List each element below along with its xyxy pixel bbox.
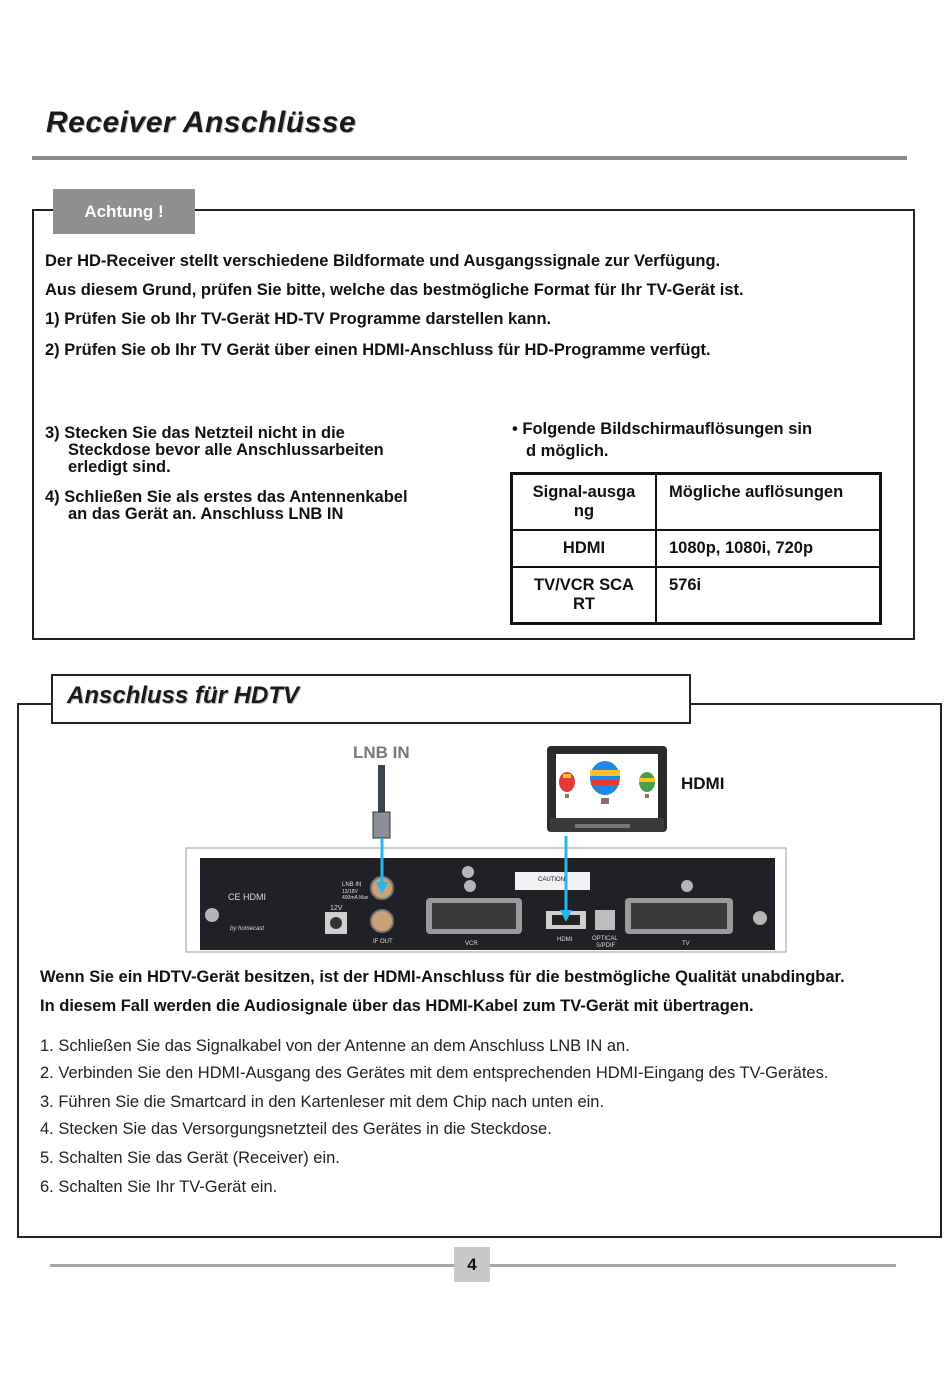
resolutions-intro	[512, 418, 812, 462]
resolutions-intro-line-2: d möglich.	[526, 442, 609, 460]
notice-line-3: 1) Prüfen Sie ob Ihr TV-Gerät HD-TV Programme darstellen kann.	[45, 310, 552, 328]
rear-label-tv: TV	[682, 941, 690, 947]
table-header-resolutions: Mögliche auflösungen	[656, 474, 881, 531]
table-cell-resolution: 576i	[656, 567, 881, 624]
step-4-line-1: 4) Schließen Sie als erstes das Antennenkabel	[45, 488, 408, 506]
table-cell-signal: HDMI	[512, 530, 657, 567]
hdtv-tab	[51, 674, 691, 724]
hdtv-step-4: 4. Stecken Sie das Versorgungsnetzteil des Gerätes in die Steckdose.	[40, 1120, 552, 1138]
rear-label-optical: OPTICAL	[592, 936, 618, 942]
notice-tab: Achtung !	[53, 189, 195, 234]
step-4	[45, 489, 408, 523]
footer-rule-right	[490, 1264, 896, 1267]
antenna-cable	[378, 765, 385, 817]
rear-label-caution: CAUTION	[538, 877, 565, 883]
tv-icon	[547, 746, 667, 832]
footer-rule-left	[50, 1264, 454, 1267]
hdtv-step-6: 6. Schalten Sie Ihr TV-Gerät ein.	[40, 1178, 278, 1196]
hdtv-step-3: 3. Führen Sie die Smartcard in den Kartenleser mit dem Chip nach unten ein.	[40, 1093, 605, 1111]
step-4-line-2: an das Gerät an. Anschluss LNB IN	[68, 505, 344, 523]
hdtv-step-5: 5. Schalten Sie das Gerät (Receiver) ein.	[40, 1149, 340, 1167]
resolutions-intro-line-1: • Folgende Bildschirmauflösungen sin	[512, 420, 813, 438]
rear-label-lnb-spec: 13/18V	[342, 889, 358, 895]
hdtv-step-2: 2. Verbinden Sie den HDMI-Ausgang des Gerätes mit dem entsprechenden HDMI-Eingang des TV-Gerätes.	[40, 1064, 829, 1082]
step-3-line-3: erledigt sind.	[68, 458, 171, 476]
page-title: Receiver Anschlüsse	[46, 106, 357, 139]
rear-label-if-out: IF OUT	[373, 939, 393, 945]
connection-diagram	[180, 740, 790, 955]
hdtv-step-1: 1. Schließen Sie das Signalkabel von der Antenne an dem Anschluss LNB IN an.	[40, 1037, 630, 1055]
rear-label-cert: CE HDMI	[228, 892, 266, 902]
notice-line-4: 2) Prüfen Sie ob Ihr TV Gerät über einen HDMI-Anschluss für HD-Programme verfügt.	[45, 341, 711, 359]
rear-label-vcr: VCR	[465, 941, 478, 947]
table-header-row	[512, 474, 881, 531]
hdtv-paragraph-1: Wenn Sie ein HDTV-Gerät besitzen, ist der HDMI-Anschluss für die bestmögliche Qualität unabdingbar.	[40, 968, 845, 986]
resolution-table	[510, 472, 882, 625]
rear-label-hdmi: HDMI	[557, 937, 573, 943]
rear-label-power: 12V	[330, 905, 343, 912]
rear-label-brand: by homecast	[230, 926, 265, 932]
title-divider	[32, 156, 907, 160]
receiver-rear-panel	[200, 858, 775, 950]
page-number: 4	[454, 1247, 490, 1282]
rear-label-spdif: S/PDIF	[596, 943, 616, 949]
step-3-line-1: 3) Stecken Sie das Netzteil nicht in die	[45, 424, 345, 442]
rear-label-lnb: LNB IN	[342, 882, 362, 888]
hdtv-tab-label: Anschluss für HDTV	[67, 682, 300, 709]
hdtv-paragraph-2: In diesem Fall werden die Audiosignale über das HDMI-Kabel zum TV-Gerät mit übertragen.	[40, 997, 754, 1015]
rear-label-lnb-spec2: 400mA Max	[342, 895, 369, 901]
hdmi-label: HDMI	[681, 774, 725, 793]
table-cell-signal: TV/VCR SCA RT	[512, 567, 657, 624]
notice-line-2: Aus diesem Grund, prüfen Sie bitte, welche das bestmögliche Format für Ihr TV-Gerät ist.	[45, 281, 744, 299]
f-connector	[373, 812, 390, 838]
table-header-signal: Signal-ausga ng	[512, 474, 657, 531]
lnb-in-label: LNB IN	[353, 743, 410, 762]
notice-line-1: Der HD-Receiver stellt verschiedene Bildformate und Ausgangssignale zur Verfügung.	[45, 252, 721, 270]
table-cell-resolution: 1080p, 1080i, 720p	[656, 530, 881, 567]
step-3-line-2: Steckdose bevor alle Anschlussarbeiten	[68, 441, 384, 459]
table-row	[512, 530, 881, 567]
step-3	[45, 425, 384, 476]
table-row	[512, 567, 881, 624]
